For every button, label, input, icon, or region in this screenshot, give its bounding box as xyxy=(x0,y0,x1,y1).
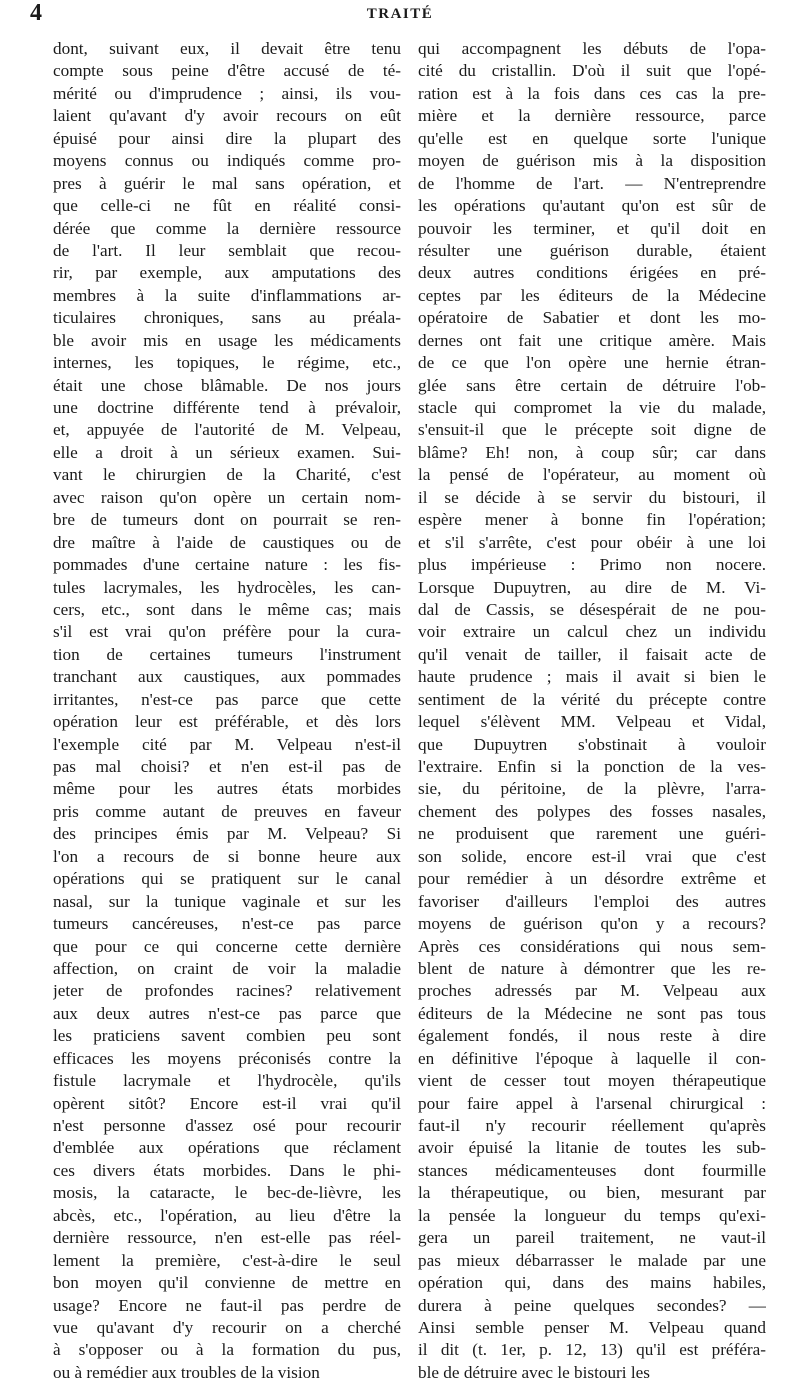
text-line: dre maître à l'aide de caustiques ou de xyxy=(53,532,401,552)
text-line: la pensé de l'opérateur, au moment où xyxy=(418,465,766,485)
text-line: dernes ont fait une critique amère. Mais xyxy=(418,330,766,350)
text-line: que Dupuytren s'obstinait à vouloir xyxy=(418,734,766,754)
text-line: qu'il venait de tailler, il faisait acte de xyxy=(418,644,766,664)
text-line: avoir épuisé la litanie de toutes les sub- xyxy=(418,1138,766,1158)
text-line: dal de Cassis, se désespérait de ne pou- xyxy=(418,599,766,619)
text-line: blâme? Eh! non, à coup sûr; car dans xyxy=(418,442,766,462)
text-line: moyens connus ou indiqués comme pro- xyxy=(53,151,401,171)
text-line: la pensée la longueur du temps qu'exi- xyxy=(418,1205,766,1225)
text-line: pouvoir les terminer, et qu'il doit en xyxy=(418,218,766,238)
text-line: opération leur est préférable, et dès lors xyxy=(53,712,401,732)
text-line: blent de nature à démontrer que les re- xyxy=(418,958,766,978)
text-line: chement des polypes des fosses nasales, xyxy=(418,801,766,821)
text-line: opèrent sitôt? Encore est-il vrai qu'il xyxy=(53,1093,401,1113)
text-line: la thérapeutique, ou bien, mesurant par xyxy=(418,1183,766,1203)
text-line: tules lacrymales, les hydrocèles, les can- xyxy=(53,577,401,597)
text-line: tranchant aux caustiques, aux pommades xyxy=(53,667,401,687)
text-line: efficaces les moyens préconisés contre la xyxy=(53,1048,401,1068)
text-line: l'extraire. Enfin si la ponction de la ves- xyxy=(418,757,766,776)
text-line: stacle qui compromet la vie du malade, xyxy=(418,398,766,417)
text-line: rir, par exemple, aux amputations des xyxy=(53,263,401,283)
text-line: avec raison qu'on opère un certain nom- xyxy=(53,487,401,507)
text-line: aux deux autres n'est-ce pas parce que xyxy=(53,1003,401,1023)
text-line: pas mal choisi? et n'en est-il pas de xyxy=(53,757,401,776)
text-line: résulter une guérison durable, étaient xyxy=(418,240,766,260)
text-line: membres à la suite d'inflammations ar- xyxy=(53,285,401,305)
running-head: TRAITÉ xyxy=(366,6,434,22)
text-line: une doctrine différente tend à prévaloir, xyxy=(53,398,401,417)
text-line: glée sans être certain de détruire l'ob- xyxy=(418,375,766,395)
text-line: ne produisent que rarement une guéri- xyxy=(418,824,766,844)
text-line: ration est à la fois dans ces cas la pre- xyxy=(418,83,766,103)
text-line: ble avoir mis en usage les médicaments xyxy=(53,330,401,350)
text-line: laient qu'avant d'y avoir recours on eût xyxy=(53,106,401,126)
text-line: dérée que comme la dernière ressource xyxy=(53,218,401,238)
text-line: stances médicamenteuses dont fourmille xyxy=(418,1160,766,1180)
text-line: cers, etc., sont dans le même cas; mais xyxy=(53,599,401,619)
text-line: faut-il n'y recourir réellement qu'après xyxy=(418,1116,766,1135)
text-line: pour faire appel à l'arsenal chirurgical : xyxy=(418,1093,766,1113)
text-line: de l'art. Il leur semblait que recou- xyxy=(53,240,401,260)
text-line: en définitive l'époque à laquelle il con- xyxy=(418,1048,766,1068)
text-line: pour remédier à un désordre extrême et xyxy=(418,869,766,889)
text-line: pris comme autant de preuves en faveur xyxy=(53,801,401,821)
text-line: bon moyen qu'il convienne de mettre en xyxy=(53,1273,401,1293)
text-line: qu'elle est en quelque sorte l'unique xyxy=(418,128,766,148)
text-line: également fondés, il nous reste à dire xyxy=(418,1026,766,1046)
text-line: plus impérieuse : Primo non nocere. xyxy=(418,555,766,575)
text-line: même pour les autres états morbides xyxy=(53,779,401,799)
text-line: s'ensuit-il que le précepte soit digne de xyxy=(418,420,766,440)
text-line: ces divers états morbides. Dans le phi- xyxy=(53,1160,401,1180)
text-line: son solide, encore est-il vrai que c'est xyxy=(418,846,766,866)
text-line: et, appuyée de l'autorité de M. Velpeau, xyxy=(53,420,401,440)
text-line: moyen de guérison mis à la disposition xyxy=(418,151,766,171)
text-line: sentiment de la vérité du précepte contre xyxy=(418,689,766,709)
text-line: mière et la dernière ressource, parce xyxy=(418,106,766,126)
text-line: ceptes par les éditeurs de la Médecine xyxy=(418,285,766,305)
text-line: jeter de profondes racines? relativement xyxy=(53,981,401,1001)
text-line: ou à remédier aux troubles de la vision xyxy=(53,1362,320,1382)
text-line: bre de tumeurs dont on pourrait se ren- xyxy=(53,510,401,530)
text-line: qui accompagnent les débuts de l'opa- xyxy=(418,39,766,58)
text-line: Ainsi semble penser M. Velpeau quand xyxy=(418,1317,766,1337)
text-line: dernière ressource, n'en est-elle pas réel- xyxy=(53,1228,401,1248)
text-line: opérations qui se pratiquent sur le canal xyxy=(53,869,401,889)
text-line: voir extraire un calcul chez un individu xyxy=(418,622,766,642)
text-line: de ce que l'on opère une hernie étran- xyxy=(418,353,766,373)
text-line: favoriser d'ailleurs l'emploi des autres xyxy=(418,891,766,911)
text-line: que celle-ci ne fût en réalité consi- xyxy=(53,196,401,216)
text-line: cité du cristallin. D'où il suit que l'opé- xyxy=(418,61,766,81)
text-line: dont, suivant eux, il devait être tenu xyxy=(53,39,401,58)
text-line: ticulaires chroniques, sans au préala- xyxy=(53,308,401,328)
text-line: durera à peine quelques secondes? — xyxy=(418,1295,766,1315)
text-line: opératoire de Sabatier et dont les mo- xyxy=(418,308,766,328)
text-line: des principes émis par M. Velpeau? Si xyxy=(53,824,401,844)
text-line: Lorsque Dupuytren, au dire de M. Vi- xyxy=(418,577,766,597)
text-line: moyens de guérison qu'on y a recours? xyxy=(418,914,766,934)
text-line: elle a droit à un sérieux examen. Sui- xyxy=(53,442,401,462)
text-line: les praticiens savent combien peu sont xyxy=(53,1026,401,1046)
text-line: haute prudence ; mais il avait si bien le xyxy=(418,667,766,687)
text-line: ble de détruire avec le bistouri les xyxy=(418,1362,650,1382)
text-line: pommades d'une certaine nature : les fis- xyxy=(53,555,401,575)
text-line: usage? Encore ne faut-il pas perdre de xyxy=(53,1295,401,1315)
text-line: mérité ou d'imprudence ; ainsi, ils vou- xyxy=(53,83,401,103)
text-line: il dit (t. 1er, p. 12, 13) qu'il est préféra- xyxy=(418,1340,766,1360)
text-line: espère mener à bonne fin l'opération; xyxy=(418,510,766,530)
text-line: l'exemple cité par M. Velpeau n'est-il xyxy=(53,734,401,754)
text-line: irritantes, n'est-ce pas parce que cette xyxy=(53,689,401,709)
text-line: éditeurs de la Médecine ne sont pas tous xyxy=(418,1003,766,1023)
text-line: il se décide à se servir du bistouri, il xyxy=(418,487,766,507)
text-line: n'est personne d'assez osé pour recourir xyxy=(53,1116,401,1135)
text-line: proches adressés par M. Velpeau aux xyxy=(418,981,766,1001)
text-line: fistule lacrymale et l'hydrocèle, qu'ils xyxy=(53,1071,401,1091)
text-line: était une chose blâmable. De nos jours xyxy=(53,375,401,395)
text-line: vue qu'avant d'y recourir on a cherché xyxy=(53,1317,401,1337)
text-line: internes, les topiques, le régime, etc., xyxy=(53,353,401,373)
text-line: à s'opposer ou à la formation du pus, xyxy=(53,1340,401,1360)
text-line: pres à guérir le mal sans opération, et xyxy=(53,173,401,193)
page-number: 4 xyxy=(30,0,42,26)
text-line: opération qui, dans des mains habiles, xyxy=(418,1273,766,1293)
text-line: pas mieux débarrasser le malade par une xyxy=(418,1250,766,1270)
text-line: deux autres conditions érigées en pré- xyxy=(418,263,766,283)
text-line: d'emblée aux opérations que réclament xyxy=(53,1138,401,1158)
text-line: les opérations qu'autant qu'on est sûr de xyxy=(418,196,766,216)
left-column xyxy=(53,38,401,1384)
text-line: l'on a recours de si bonne heure aux xyxy=(53,846,401,866)
text-line: abcès, etc., l'opération, au lieu d'être la xyxy=(53,1205,401,1225)
text-line: gera un pareil traitement, ne vaut-il xyxy=(418,1228,766,1248)
text-line: vient de cesser tout moyen thérapeutique xyxy=(418,1071,766,1091)
text-line: compte sous peine d'être accusé de té- xyxy=(53,61,401,81)
text-line: épuisé pour ainsi dire la plupart des xyxy=(53,128,401,148)
text-line: de l'homme de l'art. — N'entreprendre xyxy=(418,173,766,193)
text-line: vant le chirurgien de la Charité, c'est xyxy=(53,465,401,485)
text-line: sie, du péritoine, de la plèvre, l'arra- xyxy=(418,779,766,799)
text-line: tion de certaines tumeurs l'instrument xyxy=(53,644,401,664)
text-line: s'il est vrai qu'on préfère pour la cura- xyxy=(53,622,401,642)
text-line: nasal, sur la tunique vaginale et sur les xyxy=(53,891,401,911)
text-line: lequel s'élèvent MM. Velpeau et Vidal, xyxy=(418,712,766,732)
text-line: tumeurs cancéreuses, n'est-ce pas parce xyxy=(53,914,401,934)
text-line: lement la première, c'est-à-dire le seul xyxy=(53,1250,401,1270)
right-column xyxy=(418,38,766,1384)
text-line: et s'il s'arrête, c'est pour obéir à une loi xyxy=(418,532,766,552)
text-line: affection, on craint de voir la maladie xyxy=(53,958,401,978)
text-line: mosis, la cataracte, le bec-de-lièvre, les xyxy=(53,1183,401,1203)
text-line: que pour ce qui concerne cette dernière xyxy=(53,936,401,956)
text-line: Après ces considérations qui nous sem- xyxy=(418,936,766,956)
